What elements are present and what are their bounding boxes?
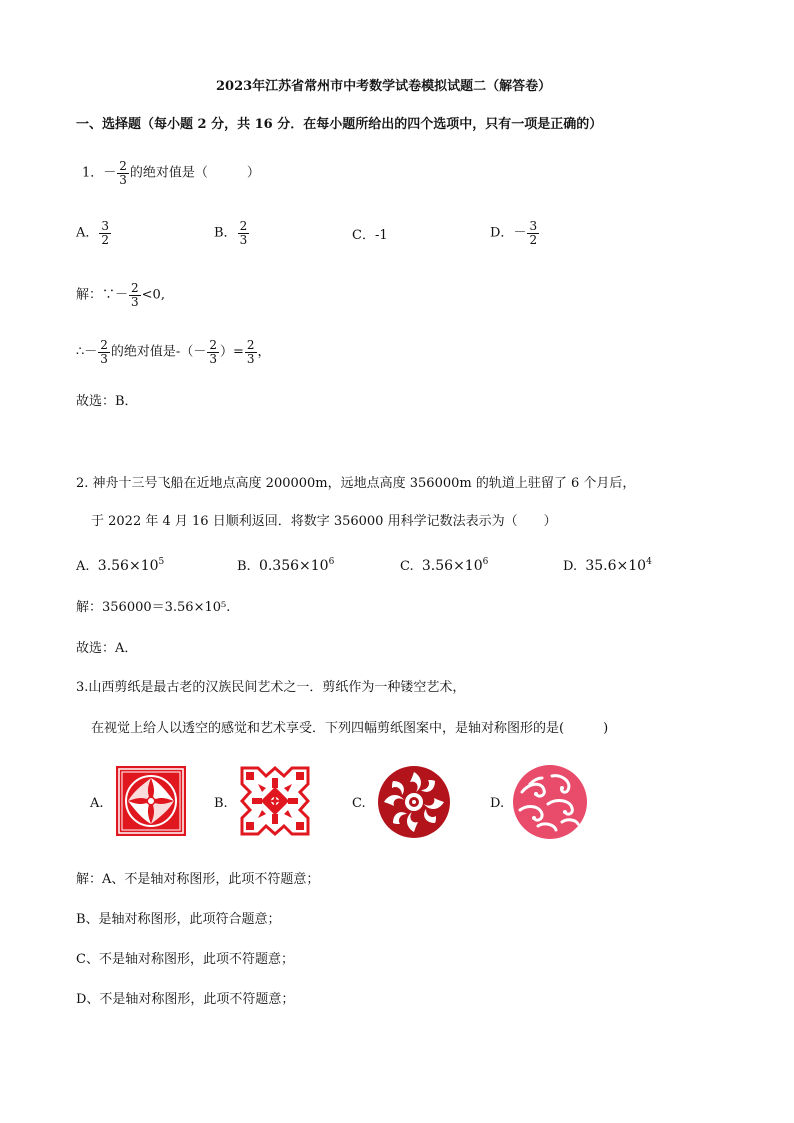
q2-option-d[interactable]: D. $35.6\times 10^4$: [563, 557, 652, 574]
q2-answer: 故选：A．: [76, 641, 138, 656]
q2-solution: 解：356000＝3.56×10⁵.: [76, 600, 231, 615]
q3-option-d-label[interactable]: D.: [490, 796, 505, 811]
q1-prefix: 1．－: [82, 165, 117, 181]
page-title: 2023年江苏省常州市中考数学试卷模拟试题二（解答卷）: [216, 79, 552, 94]
paper-cut-b-image[interactable]: [238, 764, 312, 838]
q1-option-a[interactable]: A． $\frac{3}{2}$: [76, 219, 110, 247]
q1-solution-line-1: 解：∵－ $\frac{2}{3}$ <0,: [76, 281, 165, 309]
q2-option-c[interactable]: C. $3.56\times 10^6$: [400, 557, 489, 574]
q3-solution-line-2: B、是轴对称图形，此项符合题意；: [76, 912, 281, 927]
question-2-stem-line-1: 2. 神舟十三号飞船在近地点高度 200000m，远地点高度 356000m 的轨道上驻留了 6 个月后，: [76, 476, 636, 491]
q3-solution-line-4: D、不是轴对称图形，此项不符题意；: [76, 992, 295, 1007]
section-heading: 一、选择题（每小题 2 分，共 16 分．在每小题所给出的四个选项中，只有一项是正确的）: [76, 117, 603, 132]
q1-answer: 故选：B．: [76, 394, 138, 409]
question-3-stem-line-1: 3.山西剪纸是最古老的汉族民间艺术之一．剪纸作为一种镂空艺术，: [76, 680, 466, 695]
q3-option-c-label[interactable]: C.: [352, 796, 366, 811]
paper-cut-a-image[interactable]: [116, 766, 186, 836]
question-3-stem-line-2: 在视觉上给人以透空的感觉和艺术享受．下列四幅剪纸图案中，是轴对称图形的是( ): [91, 721, 609, 736]
q3-solution-line-1: 解：A、不是轴对称图形，此项不符题意；: [76, 872, 320, 887]
q1-option-d[interactable]: D．－ $\frac{3}{2}$: [490, 219, 538, 247]
q3-solution-line-3: C、不是轴对称图形，此项不符题意；: [76, 952, 294, 967]
q1-stem-suffix: 的绝对值是（ ）: [129, 165, 260, 181]
q3-option-b-label[interactable]: B.: [214, 796, 228, 811]
q3-option-a-label[interactable]: A.: [90, 796, 104, 811]
fraction: $\frac{2}{3}$: [119, 159, 127, 187]
q1-solution-line-2: ∴－ $\frac{2}{3}$ 的绝对值是-（－ $\frac{2}{3}$ ）= $\frac{2}{3}$ ，: [76, 338, 271, 366]
q2-option-a[interactable]: A. $3.56\times 10^5$: [76, 557, 165, 574]
q1-option-c[interactable]: C．-1: [352, 228, 388, 243]
question-1-stem: [82, 160, 260, 186]
q1-option-b[interactable]: B． $\frac{2}{3}$: [214, 219, 248, 247]
q2-option-b[interactable]: B. $0.356\times 10^6$: [237, 557, 335, 574]
question-2-stem-line-2: 于 2022 年 4 月 16 日顺利返回．将数字 356000 用科学记数法表示为（ ）: [91, 514, 557, 529]
paper-cut-d-image[interactable]: [512, 764, 588, 840]
paper-cut-c-image[interactable]: [376, 764, 452, 840]
